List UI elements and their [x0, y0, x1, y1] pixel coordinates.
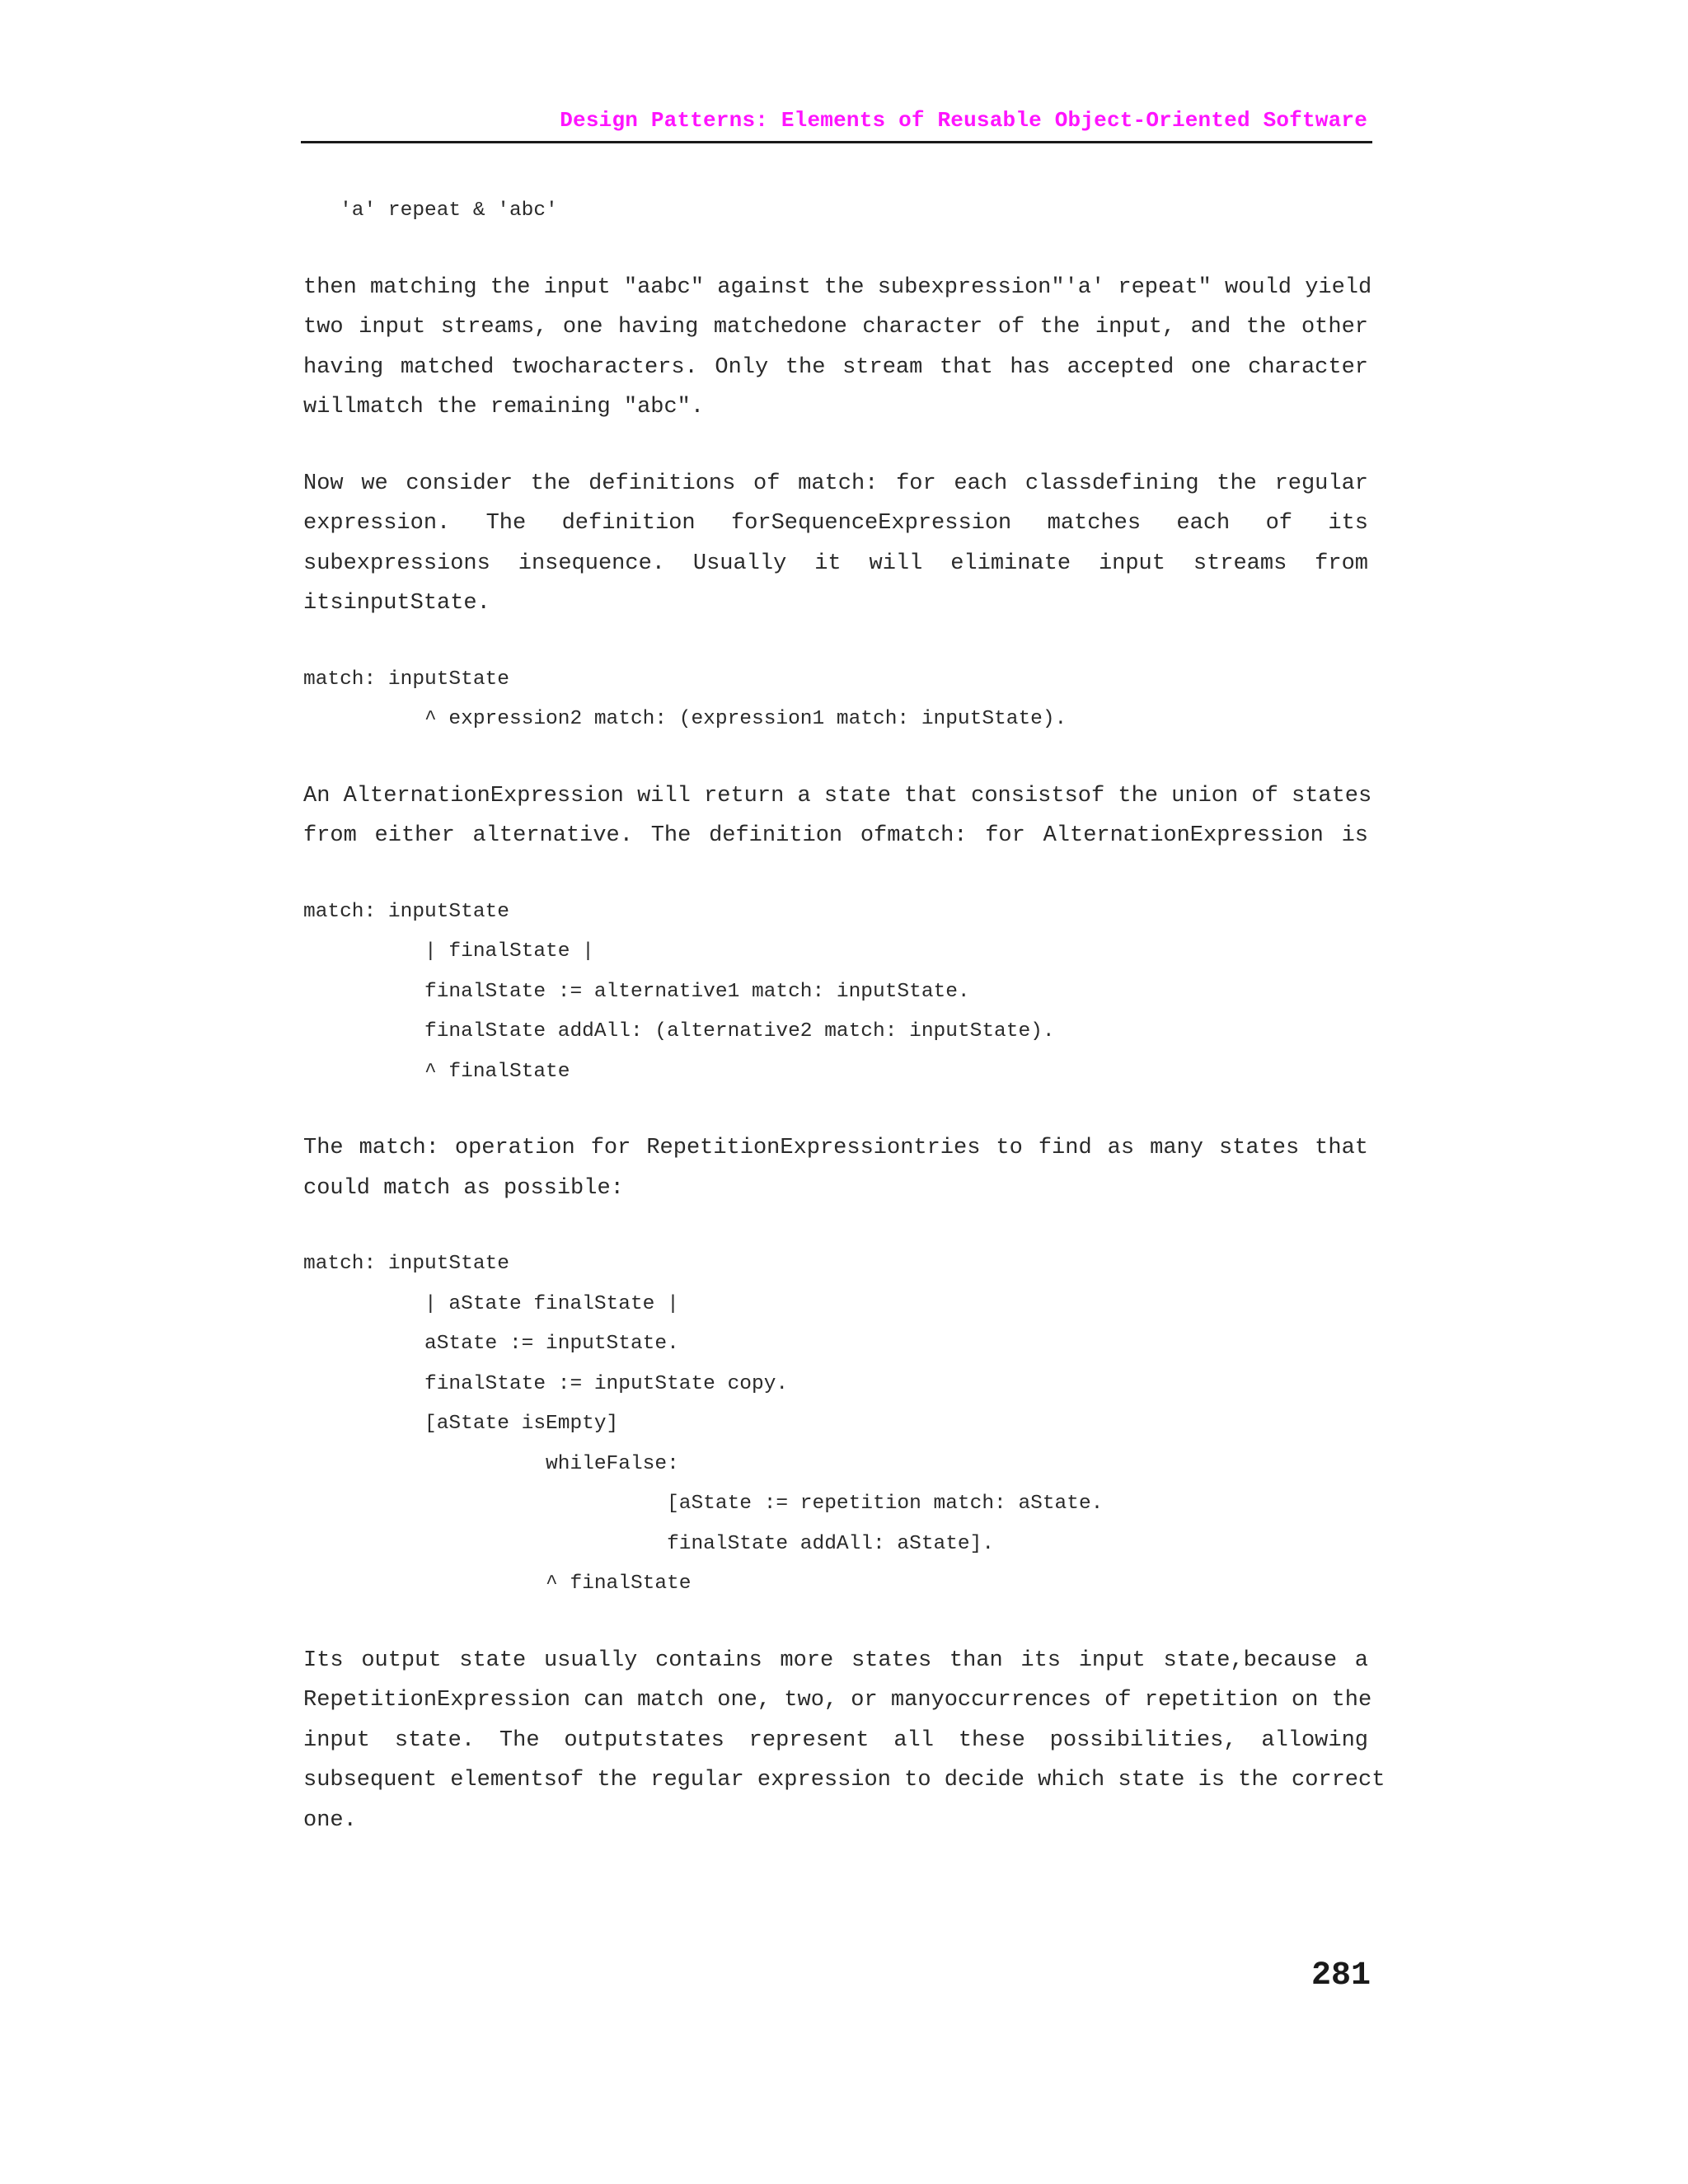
code-line: 'a' repeat & 'abc' [303, 199, 558, 222]
paragraph-match-definitions [303, 464, 1375, 624]
paragraph-output-state [303, 1641, 1386, 1841]
code-line: finalState addAll: aState]. [303, 1532, 995, 1555]
text-line: could match as possible: [303, 1175, 624, 1201]
code-line: match: inputState [303, 900, 509, 923]
text-line: two input streams, one having matchedone character of the input, and the other [303, 315, 1368, 340]
code-line: [aState := repetition match: aState. [303, 1493, 1104, 1515]
page-number: 281 [1311, 1957, 1371, 1994]
text-line: willmatch the remaining "abc". [303, 395, 705, 419]
text-line: The match: operation for RepetitionExpressiontries to find as many states that [303, 1136, 1368, 1160]
code-line: finalState addAll: (alternative2 match: inputState). [303, 1020, 1055, 1043]
code-sequence-match [303, 660, 1375, 740]
text-line: expression. The definition forSequenceExpression matches each of its [303, 511, 1368, 536]
code-line: ^ expression2 match: (expression1 match: inputState). [303, 708, 1067, 730]
book-title: Design Patterns: Elements of Reusable Object-Oriented Software [560, 108, 1367, 133]
text-line: one. [303, 1807, 357, 1833]
code-line: finalState := inputState copy. [303, 1372, 789, 1395]
code-line: finalState := alternative1 match: inputState. [303, 980, 970, 1003]
code-line: ^ finalState [303, 1572, 692, 1595]
text-line: Now we consider the definitions of match: for each classdefining the regular [303, 471, 1368, 496]
text-line: An AlternationExpression will return a state that consistsof the union of states [303, 783, 1372, 808]
paragraph-alternation [303, 776, 1375, 856]
code-line: [aState isEmpty] [303, 1413, 619, 1435]
code-line: aState := inputState. [303, 1333, 679, 1355]
text-line: then matching the input "aabc" against the subexpression"'a' repeat" would yield [303, 274, 1372, 300]
code-line: match: inputState [303, 1253, 509, 1275]
paragraph-repetition [303, 1128, 1375, 1208]
text-line: subexpressions insequence. Usually it will eliminate input streams from [303, 551, 1368, 576]
code-line: ^ finalState [303, 1060, 570, 1083]
code-repetition-match [303, 1244, 1375, 1605]
code-line: | finalState | [303, 940, 594, 963]
code-line: whileFalse: [303, 1452, 679, 1475]
page-body [303, 191, 1386, 1840]
text-line: Its output state usually contains more states than its input state,because a [303, 1647, 1368, 1673]
paragraph-matching-input [303, 268, 1375, 428]
code-line: match: inputState [303, 668, 509, 691]
code-example-repeat [303, 191, 1375, 232]
text-line: input state. The outputstates represent all these possibilities, allowing [303, 1727, 1368, 1753]
text-line: subsequent elementsof the regular expression to decide which state is the correct [303, 1768, 1386, 1793]
code-line: | aState finalState | [303, 1292, 679, 1315]
text-line: RepetitionExpression can match one, two, or manyoccurrences of repetition on the [303, 1688, 1372, 1713]
text-line: itsinputState. [303, 591, 490, 616]
text-line: from either alternative. The definition ofmatch: for AlternationExpression is [303, 823, 1368, 848]
code-alternation-match [303, 893, 1375, 1093]
text-line: having matched twocharacters. Only the stream that has accepted one character [303, 354, 1368, 380]
running-header [301, 105, 1372, 143]
